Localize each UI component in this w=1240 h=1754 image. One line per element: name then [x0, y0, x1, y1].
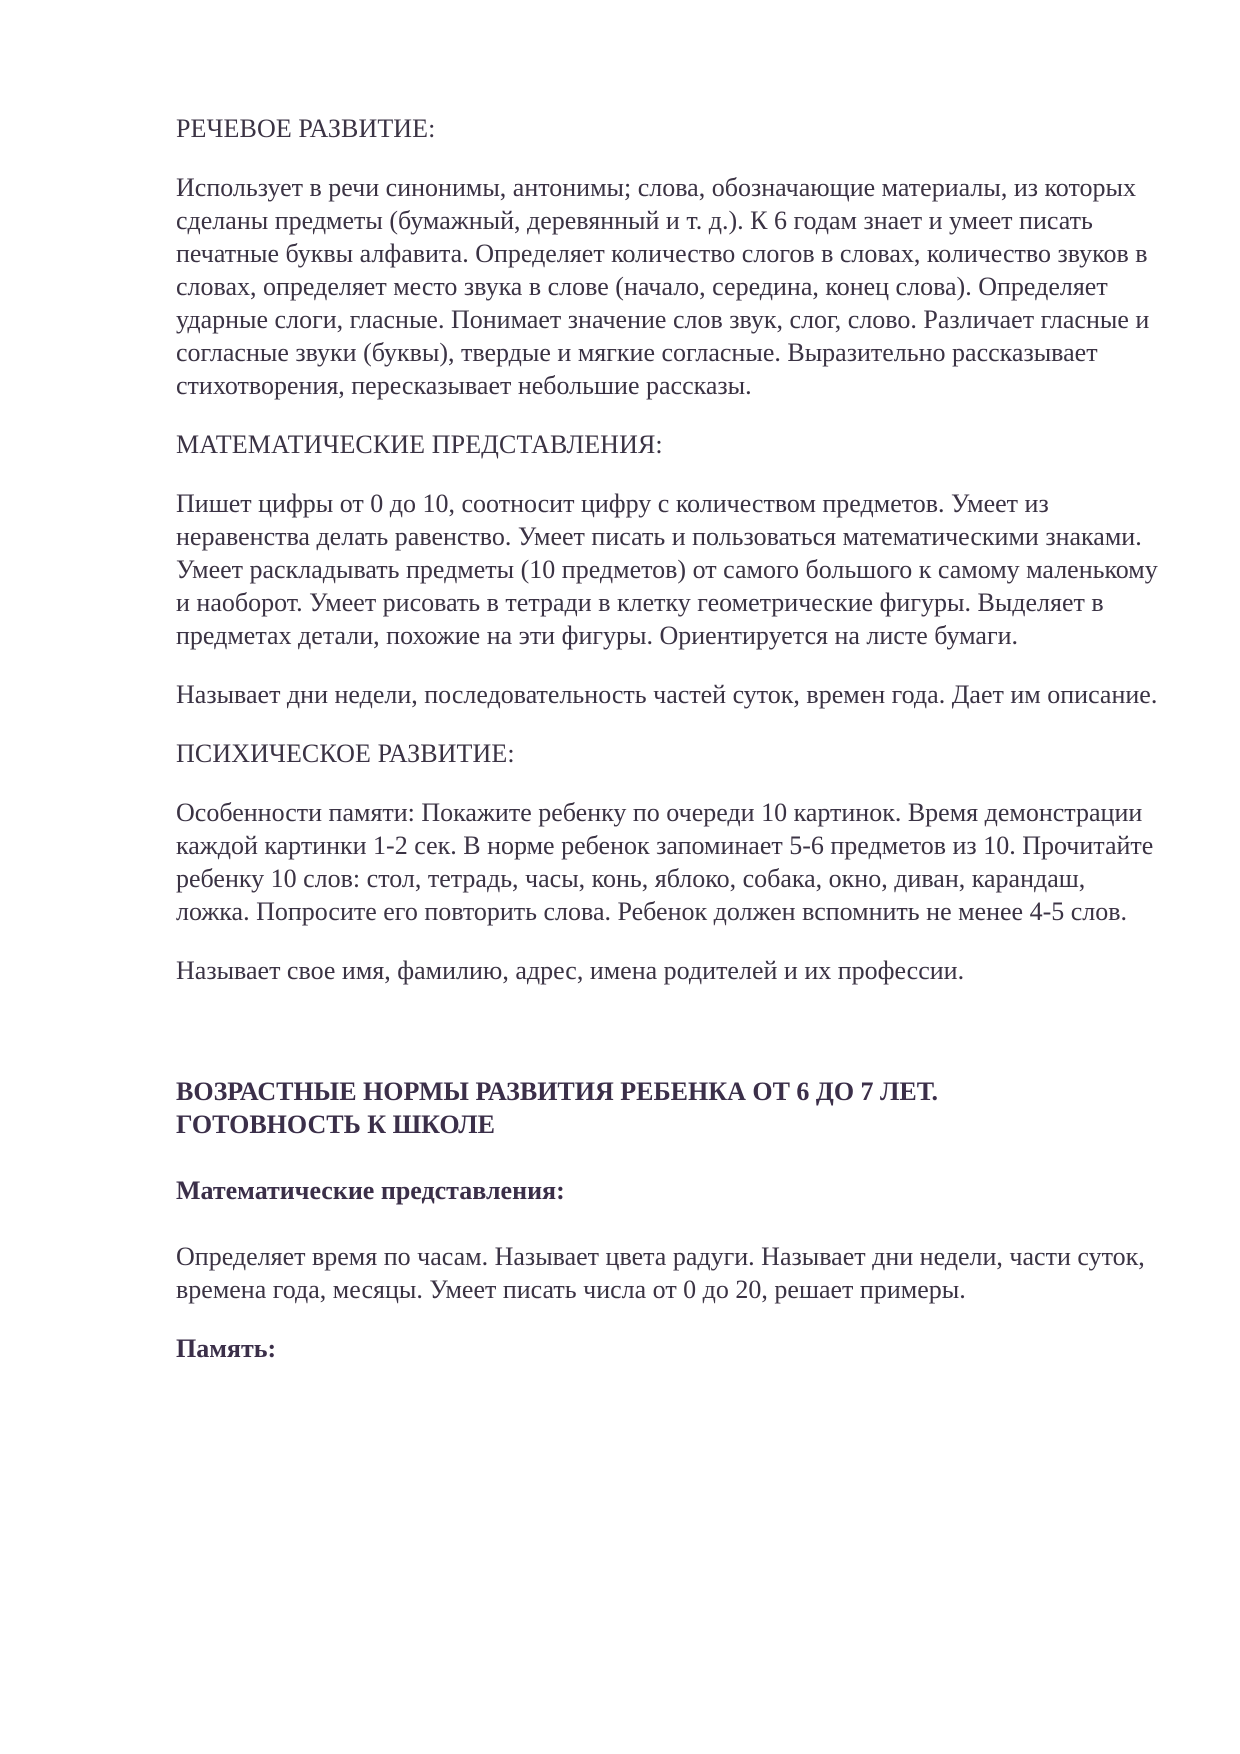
- psychological-development-paragraph-2: Называет свое имя, фамилию, адрес, имена родителей и их профессии.: [176, 956, 965, 985]
- section-spacer: [176, 1013, 1161, 1075]
- age-math-subheading: Математические представления:: [176, 1176, 565, 1205]
- speech-development-heading: РЕЧЕВОЕ РАЗВИТИЕ:: [176, 114, 436, 143]
- age-math-paragraph: Определяет время по часам. Называет цвета радуги. Называет дни недели, части суток, времена года, месяцы. Умеет писать числа от 0 до 20, решает примеры.: [176, 1242, 1145, 1304]
- speech-development-paragraph: Использует в речи синонимы, антонимы; слова, обозначающие материалы, из которых сделаны предметы (бумажный, деревянный и т. д.). К 6 годам знает и умеет писать печатные буквы алфавита. Определяет количество слогов в словах, количество звуков в словах, определяет место звука в слове (начало, середина, конец слова). Определяет ударные слоги, гласные. Понимает значение слов звук, слог, слово. Различает гласные и согласные звуки (буквы), твердые и мягкие согласные. Выразительно рассказывает стихотворения, пересказывает небольшие рассказы.: [176, 173, 1150, 400]
- age-norms-title: [176, 1075, 1161, 1141]
- age-norms-title-line-2: ГОТОВНОСТЬ К ШКОЛЕ: [176, 1110, 496, 1139]
- math-concepts-heading: МАТЕМАТИЧЕСКИЕ ПРЕДСТАВЛЕНИЯ:: [176, 430, 663, 459]
- math-concepts-paragraph-2: Называет дни недели, последовательность частей суток, времен года. Дает им описание.: [176, 680, 1158, 709]
- math-concepts-paragraph: Пишет цифры от 0 до 10, соотносит цифру с количеством предметов. Умеет из неравенства делать равенство. Умеет писать и пользоваться математическими знаками. Умеет раскладывать предметы (10 предметов) от самого большого к самому маленькому и наоборот. Умеет рисовать в тетради в клетку геометрические фигуры. Выделяет в предметах детали, похожие на эти фигуры. Ориентируется на листе бумаги.: [176, 489, 1158, 650]
- age-norms-title-line-1: ВОЗРАСТНЫЕ НОРМЫ РАЗВИТИЯ РЕБЕНКА ОТ 6 ДО 7 ЛЕТ.: [176, 1077, 938, 1106]
- psychological-development-heading: ПСИХИЧЕСКОЕ РАЗВИТИЕ:: [176, 739, 515, 768]
- page-content: [176, 112, 1161, 1398]
- age-memory-subheading: Память:: [176, 1334, 277, 1363]
- psychological-development-paragraph: Особенности памяти: Покажите ребенку по очереди 10 картинок. Время демонстрации каждой картинки 1-2 сек. В норме ребенок запоминает 5-6 предметов из 10. Прочитайте ребенку 10 слов: стол, тетрадь, часы, конь, яблоко, собака, окно, диван, карандаш, ложка. Попросите его повторить слова. Ребенок должен вспомнить не менее 4-5 слов.: [176, 798, 1154, 926]
